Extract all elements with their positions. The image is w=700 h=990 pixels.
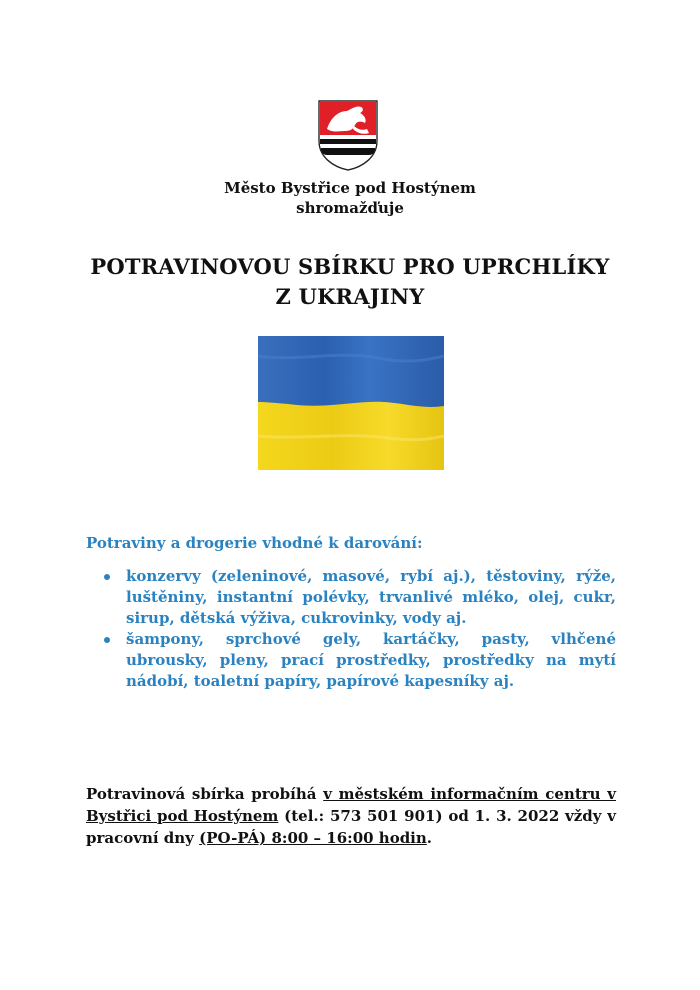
organization-name: Město Bystřice pod Hostýnem (224, 179, 476, 197)
bullet-icon (104, 574, 110, 580)
info-hours: (PO-PÁ) 8:00 – 16:00 hodin (199, 829, 427, 847)
info-text-1: Potravinová sbírka probíhá (86, 785, 324, 803)
donation-title: Potraviny a drogerie vhodné k darování: (86, 534, 423, 552)
headline-line-2: Z UKRAJINY (275, 284, 425, 309)
town-coat-of-arms-icon (317, 99, 379, 171)
info-end: . (426, 829, 433, 847)
organization-verb: shromažďuje (296, 199, 404, 217)
headline-line-1: POTRAVINOVOU SBÍRKU PRO UPRCHLÍKY (90, 254, 610, 279)
list-item (86, 629, 616, 692)
list-item (86, 566, 616, 629)
bullet-icon (104, 637, 110, 643)
list-item-text: konzervy (zeleninové, masové, rybí aj.), těstoviny, rýže, luštěniny, instantní polévky, trvanlivé mléko, olej, cukr, sirup, dětská výživa, cukrovinky, vody aj. (126, 567, 616, 627)
list-item-text: šampony, sprchové gely, kartáčky, pasty, vlhčené ubrousky, pleny, prací prostředky, prostředky na mytí nádobí, toaletní papíry, papírové kapesníky aj. (126, 630, 616, 690)
info-text-2: (tel.: 573 501 901) od 1. 3. 2022 vždy v pracovní dny (86, 807, 616, 847)
collection-info (86, 783, 616, 849)
ukraine-flag-icon (258, 336, 444, 470)
info-location: v městském informačním centru v Bystřici pod Hostýnem (86, 785, 616, 825)
donation-list (86, 566, 616, 692)
